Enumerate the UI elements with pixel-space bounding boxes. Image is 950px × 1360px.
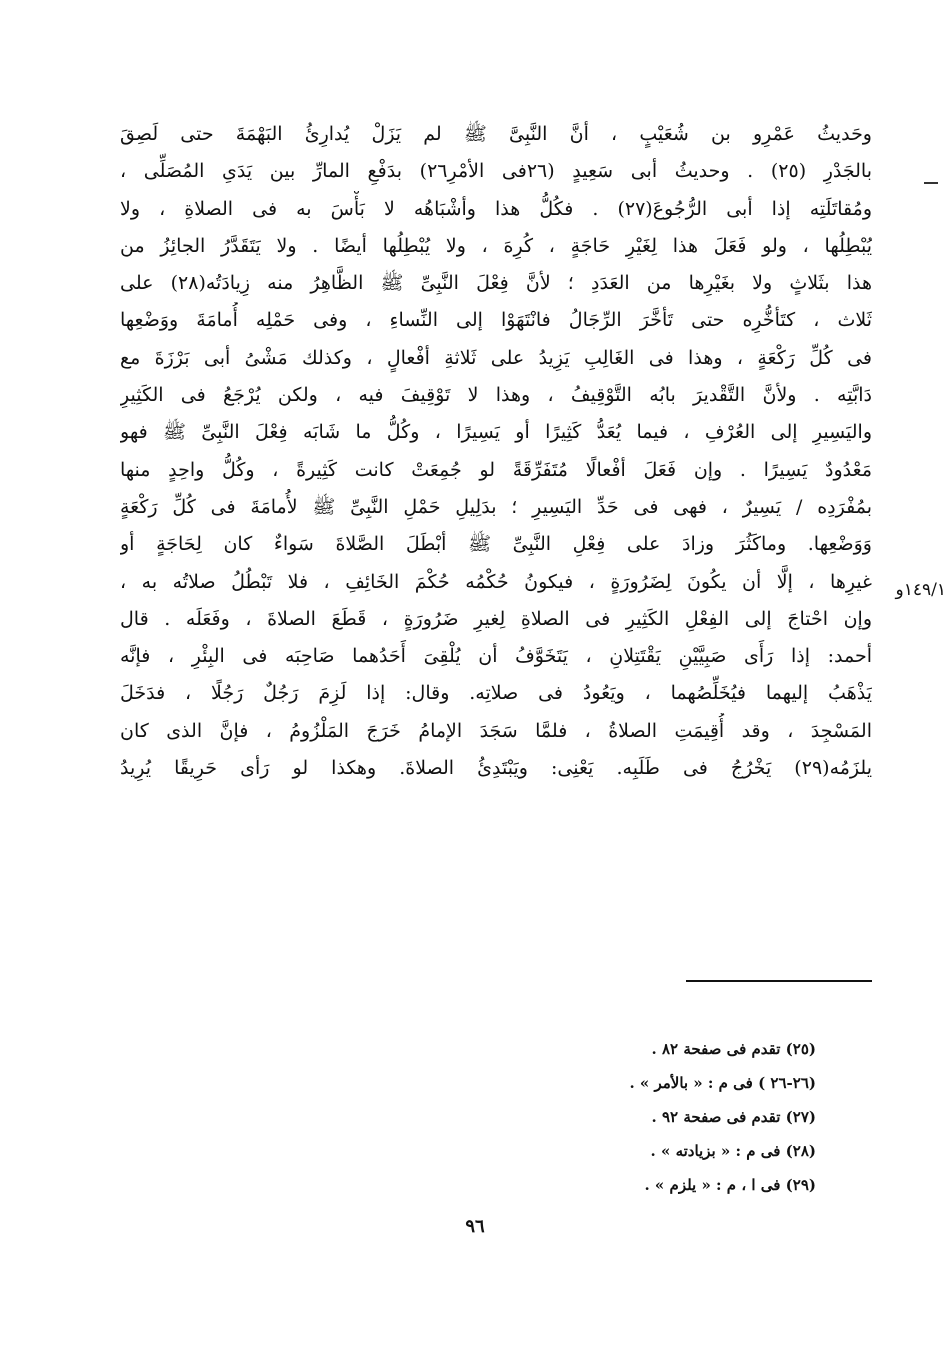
text-line-9: واليَسِيرِ إلى العُرْفِ ، فيما يُعَدُّ كَثِيرًا أو يَسِيرًا ، وكُلُّ ما شَابَه فِعْلَ النَّبِىِّ ﷺ فهو <box>120 421 872 444</box>
text-line-12: وَوَضْعِها. وماكَثُرَ وزادَ على فِعْلِ النَّبِىِّ ﷺ أبْطَلَ الصَّلاةَ سَواءٌ كان لِحَاجَةٍ أو <box>120 533 872 556</box>
text-line-5: هذا بثَلاثٍ ولا بغَيْرِها من العَدَدِ ؛ لأنَّ فِعْلَ النَّبِىِّ ﷺ الظَّاهِرُ منه زِيادَتُه(٢٨) على <box>120 272 872 295</box>
footnote-25: (٢٥) تقدم فى صفحة ٨٢ . <box>651 1040 816 1058</box>
main-text-block <box>120 116 872 787</box>
manuscript-folio-reference: ١٤٩/١و <box>895 580 946 600</box>
text-line-8: دَابَّتِه . ولأنَّ التَّقْديرَ بابُه التَّوْقِيفُ ، وهذا لا تَوْقِيفَ فيه ، ولكن يُرْجَعُ فى الكَثِيرِ <box>120 384 872 407</box>
text-line-6: ثَلاث ، كتَأخُّرِه حتى تَأخَّرَ الرِّجَالُ فانْتَهَوْا إلى النِّساءِ ، وفى حَمْلِه أُمامَةَ ووَضْعِها <box>120 309 872 332</box>
footnotes-list <box>316 1032 816 1202</box>
text-line-1: وحَديثُ عَمْرِو بن شُعَيْبٍ ، أنَّ النَّبِىَّ ﷺ لم يَزَلْ يُدارِئُ البَهْمَةَ حتى لَصِقَ <box>120 123 872 145</box>
footnote-28: (٢٨) فى م : « بزيادته » . <box>650 1142 816 1160</box>
text-line-16: يَذْهَبُ إليهما فيُخَلِّصُهما ، ويَعُودُ فى صلاتِه. وقال: إذا لَزِمَ رَجُلٌ رَجُلًا ، فدَخَلَ <box>120 682 872 705</box>
footnote-27: (٢٧) تقدم فى صفحة ٩٢ . <box>651 1108 816 1126</box>
text-line-14: وإن احْتاجَ إلى الفِعْلِ الكَثِيرِ فى الصلاةِ لِغيرِ ضَرُورَةٍ ، قَطَعَ الصلاةَ ، وفَعَلَه . قال <box>120 607 872 630</box>
text-line-7: فى كُلِّ رَكْعَةٍ ، وهذا فى الغَالِبِ يَزِيدُ على ثَلاثةِ أفْعالٍ ، وكذلك مَشْىُ أبى بَرْزَةَ مع <box>120 346 872 369</box>
footnote-26: (٢٦-٢٦ ) فى م : « بالأمر » . <box>629 1074 816 1092</box>
footnote-29: (٢٩) فى ا ، م : « يلزم » . <box>644 1176 816 1194</box>
text-line-17: المَسْجِدَ ، وقد أُقِيمَتِ الصلاةُ ، فلمَّا سَجَدَ الإمامُ خَرَجَ المَلْزُومُ ، فإنَّ الذى كان <box>120 719 872 742</box>
text-line-18: يلزَمُه(٢٩) يَخْرُجُ فى طَلَبِه. يَعْنِى: ويَبْتَدِئُ الصلاةَ. وهكذا لو رَأى حَرِيقًا يُرِيدُ <box>120 757 872 780</box>
text-line-4: يُبْطِلُها ، ولو فَعَلَ هذا لِغَيْرِ حَاجَةٍ ، كُرِهَ ، ولا يُبْطِلُها أيضًا . ولا يَتَقَدَّرُ الجائِزُ من <box>120 234 872 257</box>
page-number: ٩٦ <box>465 1216 485 1237</box>
text-line-10: مَعْدُودٌ يَسِيرًا . وإن فَعَلَ أفْعالًا مُتَفَرِّقَةً لو جُمِعَتْ كانت كَثِيرةً ، وكُلُّ واحِدٍ منها <box>120 458 872 481</box>
margin-mark <box>924 182 938 184</box>
text-line-15: أحمد: إذا رَأَى صَبِيَّيْنِ يَقْتَتِلانِ ، يَتَخَوَّفُ أن يُلْقِىَ أَحَدُهما صَاحِبَه فى البِئْرِ ، فإنَّه <box>120 645 872 668</box>
text-line-2: بالجَدْرِ (٢٥) . وحديثُ أبى سَعِيدٍ (٢٦فى الأمْرِ٢٦) بدَفْعِ المارِّ بين يَدَىِ المُصَلِّى ، <box>120 160 872 183</box>
text-line-11: بمُفْرَدِه / يَسِيرٌ ، فهى فى حَدِّ اليَسِيرِ ؛ بدَلِيلِ حَمْلِ النَّبِىِّ ﷺ لأُمامَةَ فى كُلِّ رَكْعَةٍ <box>120 495 872 518</box>
footnote-divider <box>686 980 872 982</box>
text-line-13: غيرِها ، إلَّا أن يكُونَ لِضَرُورَةٍ ، فيكونُ حُكْمُه حُكْمَ الخَائِفِ ، فلا تَبْطُلُ صلاتُه به ، <box>120 570 872 593</box>
text-line-3: ومُقاتَلَتِه إذا أبى الرُّجُوعَ(٢٧) . فكُلُّ هذا وأشْبَاهُه لا بَأْسَ به فى الصلاةِ ، ولا <box>120 197 872 220</box>
